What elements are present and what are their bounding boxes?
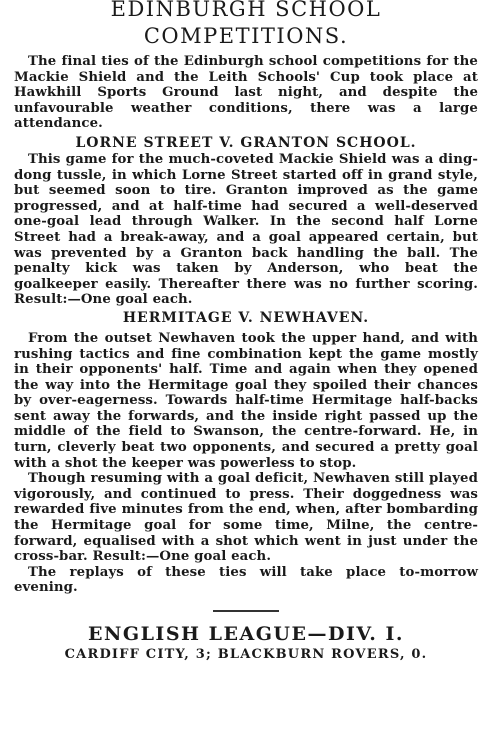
headline-line-2: COMPETITIONS. <box>143 24 349 48</box>
section-2-paragraph-3: The replays of these ties will take place to-morrow evening. <box>14 564 478 596</box>
divider-rule <box>213 610 279 612</box>
section-1-subhead: LORNE STREET V. GRANTON SCHOOL. <box>75 134 417 151</box>
headline-line-1: EDINBURGH SCHOOL <box>110 0 382 21</box>
section-1-paragraph-1: This game for the much-coveted Mackie Shield was a ding-dong tussle, in which Lorne Street started off in grand style, but seemed soon to tire. Granton improved as the game progressed, and at half-time had secured a well-deserved one-goal lead through Walker. In the second half Lorne Street had a break-away, and a goal appeared certain, but was prevented by a Granton back handling the ball. The penalty kick was taken by Anderson, who beat the goalkeeper easily. Thereafter there was no further scoring. Result:—One goal each. <box>14 151 478 308</box>
section-2-paragraph-2: Though resuming with a goal deficit, Newhaven still played vigorously, and continued to press. Their doggedness was rewarded five minutes from the end, when, after bombarding the Hermitage goal for some time, Milne, the centre-forward, equalised with a shot which went in just under the cross-bar. Result:—One goal each. <box>14 471 478 565</box>
section-2-subhead: HERMITAGE V. NEWHAVEN. <box>122 309 370 326</box>
section-2-paragraph-1: From the outset Newhaven took the upper hand, and with rushing tactics and fine combination kept the game mostly in their opponents' half. Time and again when they opened the way into the Hermitage goal they spoiled their chances by over-eagerness. Towards half-time Hermitage half-backs sent away the forwards, and the inside right passed up the middle of the field to Swanson, the centre-forward. He, in turn, cleverly beat two opponents, and secured a pretty goal with a shot the keeper was powerless to stop. <box>14 330 478 471</box>
league-result: CARDIFF CITY, 3; BLACKBURN ROVERS, 0. <box>64 647 428 662</box>
league-heading: ENGLISH LEAGUE—DIV. I. <box>88 623 404 645</box>
intro-paragraph: The final ties of the Edinburgh school competitions for the Mackie Shield and the Leith Schools' Cup took place at Hawkhill Sports Ground last night, and despite the unfavourable weather conditions, there was a large attendance. <box>14 54 478 132</box>
